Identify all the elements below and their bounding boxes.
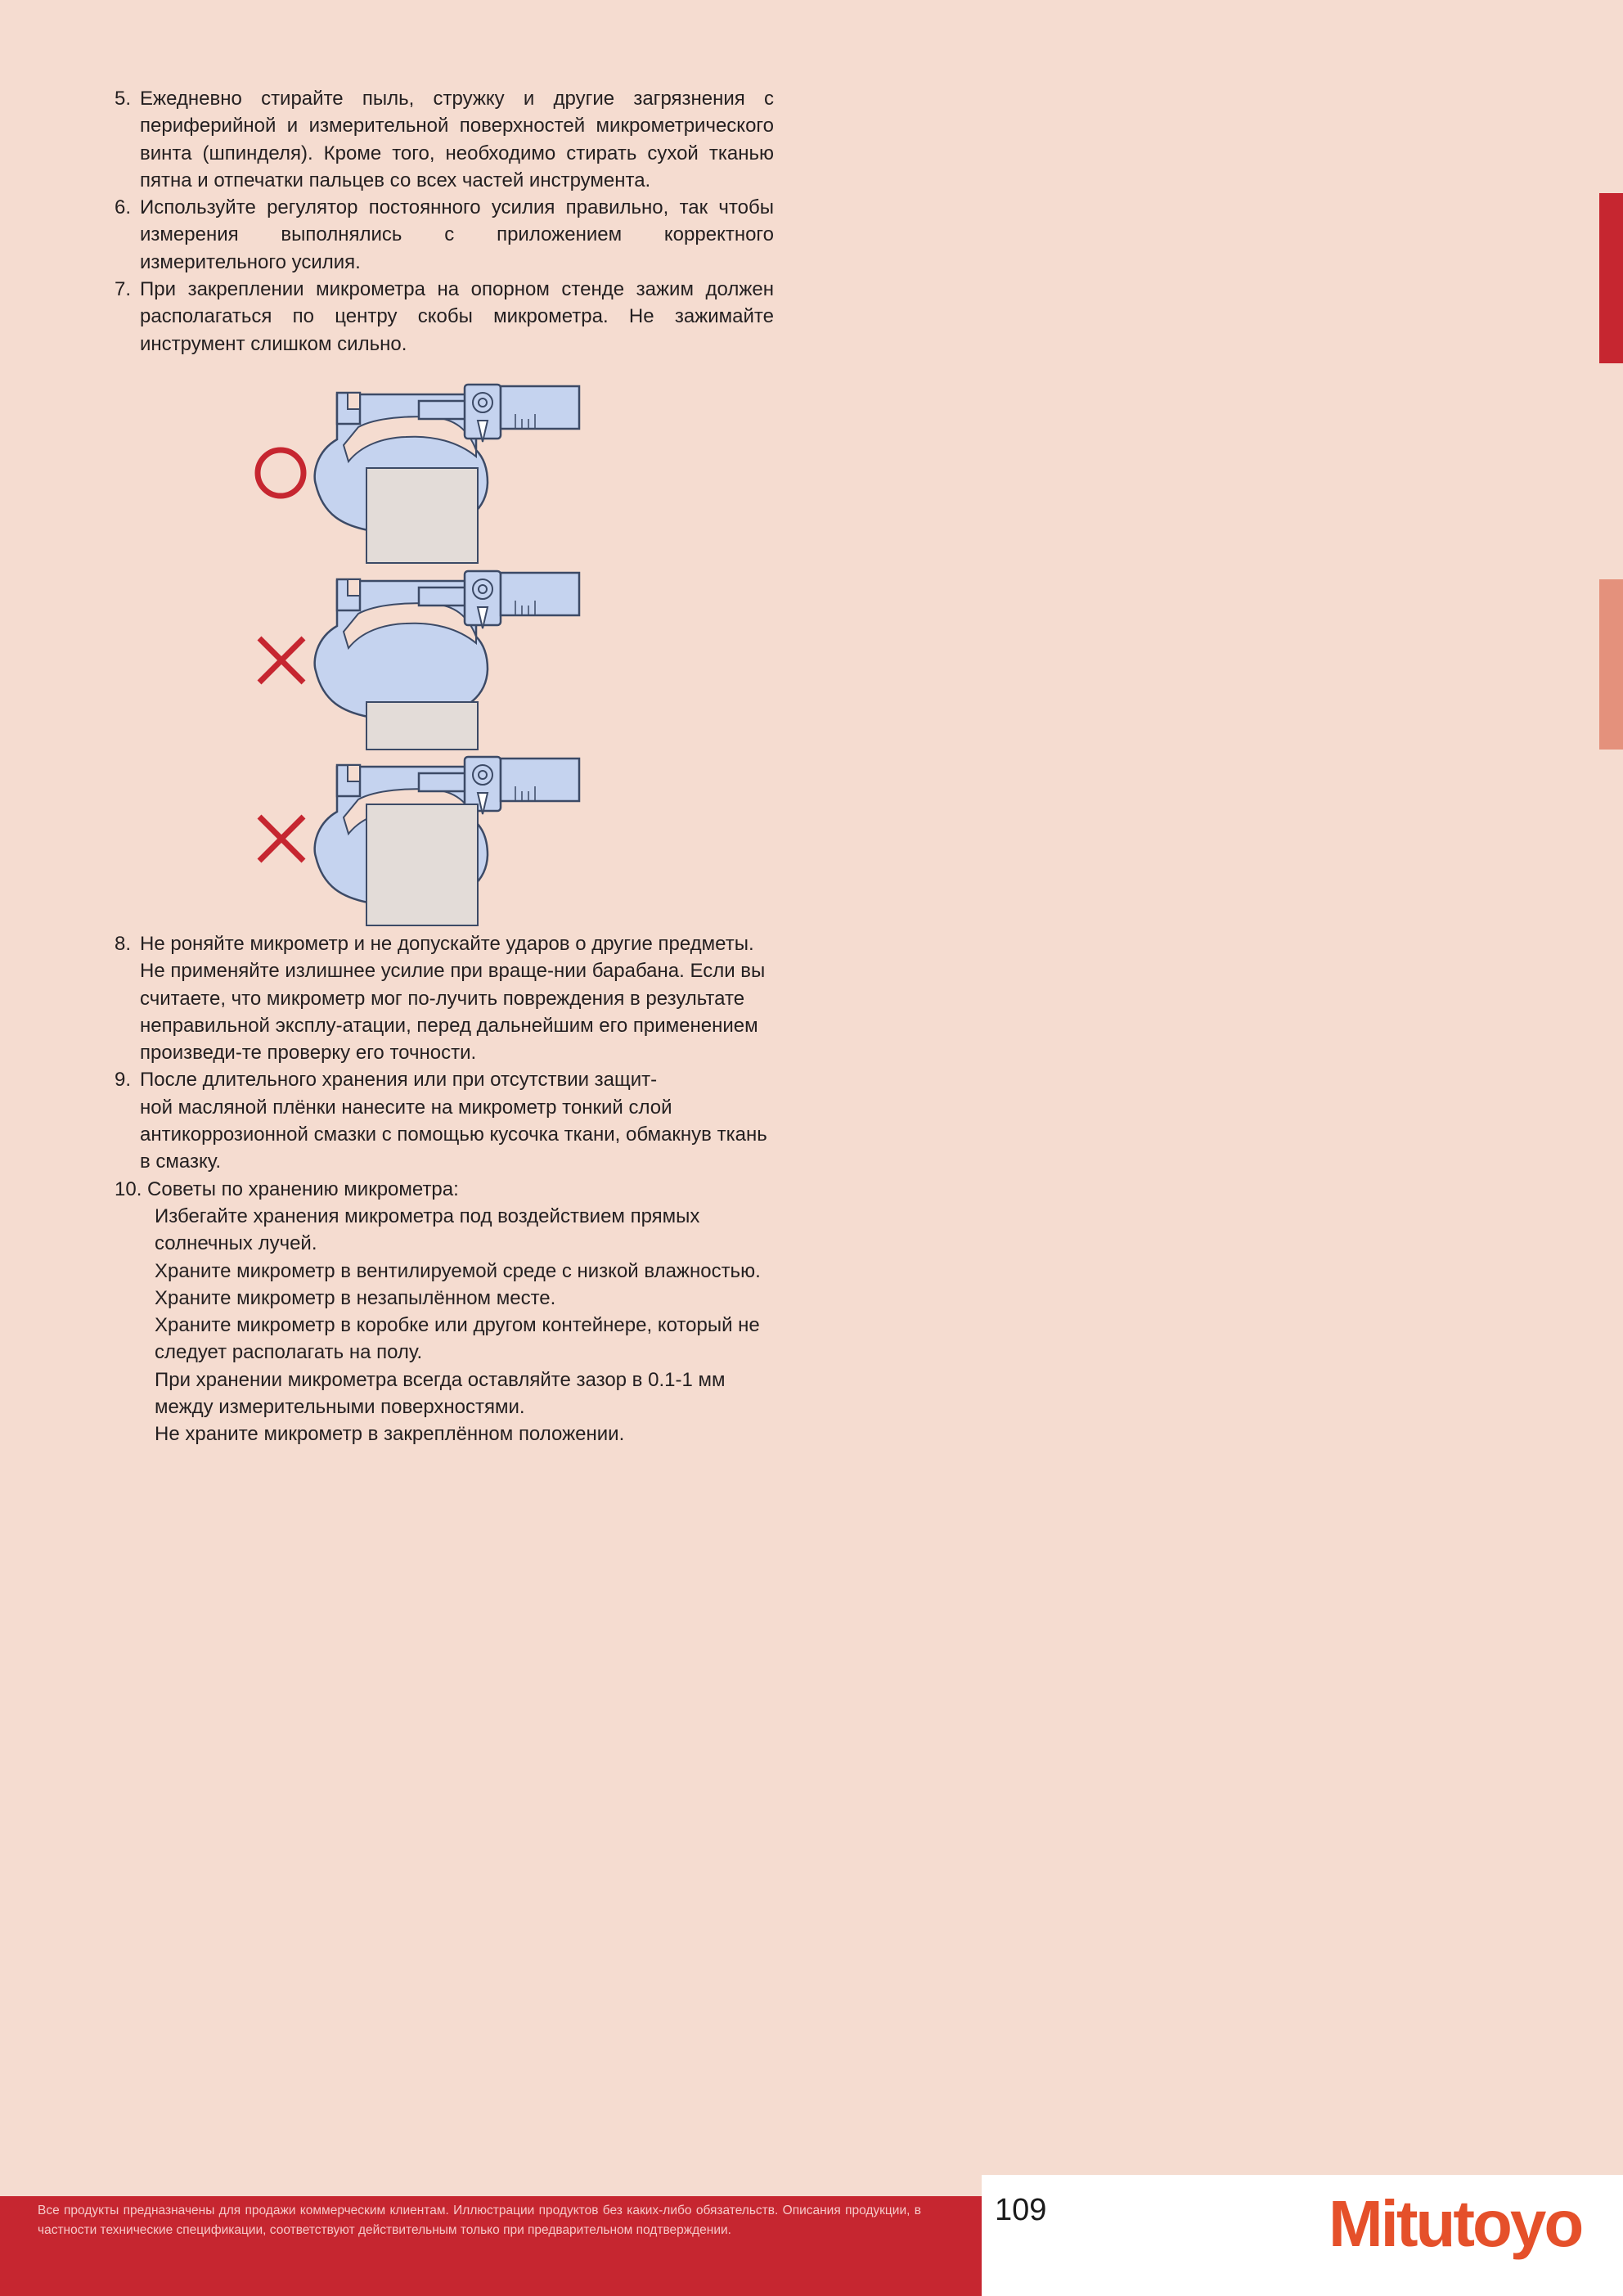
text-line: произведи-те проверку его точности. bbox=[140, 1042, 477, 1065]
figure-row-wrong-2 bbox=[259, 757, 579, 925]
tip-line: следует располагать на полу. bbox=[155, 1341, 423, 1364]
list-item-8 bbox=[115, 930, 774, 1066]
section-tab[interactable] bbox=[1599, 579, 1623, 750]
item-text: Ежедневно стирайте пыль, стружку и другие загрязнения с периферийной и измерительной поверхностей микрометрического винта (шпинделя). Кроме того, необходимо стирать сухой тканью пятна и отпечатки пальцев со всех частей инструмента. bbox=[140, 88, 774, 191]
item-text: Используйте регулятор постоянного усилия правильно, так чтобы измерения выполнялись с приложением корректного измерительного усилия. bbox=[140, 196, 774, 273]
item-text: При закреплении микрометра на опорном стенде зажим должен располагаться по центру скобы микрометра. Не зажимайте инструмент слишком сильно. bbox=[140, 278, 774, 355]
page-number: 109 bbox=[995, 2193, 1047, 2227]
list-item-6 bbox=[115, 194, 774, 276]
micrometer-clamping-figure bbox=[245, 378, 589, 926]
cross-wrong-icon bbox=[259, 638, 303, 682]
text-line: считаете, что микрометр мог по-лучить повреждения в результате bbox=[140, 987, 745, 1010]
tip-line: Храните микрометр в вентилируемой среде с низкой влажностью. bbox=[155, 1259, 761, 1282]
text-line: неправильной эксплу-атации, перед дальнейшим его применением bbox=[140, 1014, 758, 1037]
text-line: антикоррозионной смазки с помощью кусочка ткани, обмакнув ткань bbox=[140, 1123, 767, 1146]
text-line: в смазку. bbox=[140, 1150, 222, 1173]
list-item-7 bbox=[115, 276, 774, 358]
clamp-block bbox=[366, 804, 478, 925]
tip-line: Избегайте хранения микрометра под воздействием прямых bbox=[155, 1204, 700, 1227]
item-number: 7. bbox=[115, 278, 132, 301]
tip-line: между измерительными поверхностями. bbox=[155, 1396, 525, 1419]
tip-line: Храните микрометр в коробке или другом контейнере, который не bbox=[155, 1314, 760, 1337]
item-number: 9. bbox=[115, 1069, 132, 1092]
footer-disclaimer: Все продукты предназначены для продажи коммерческим клиентам. Иллюстрации продуктов без каких-либо обязательств. Описания продукции, в частности технические спецификации, соответствуют действительным только при предварительном подтверждении. bbox=[38, 2204, 921, 2237]
list-item-5 bbox=[115, 85, 774, 194]
circle-correct-icon bbox=[258, 450, 303, 496]
text-line: ной масляной плёнки нанесите на микрометр тонкий слой bbox=[140, 1096, 672, 1119]
section-tab-active[interactable] bbox=[1599, 193, 1623, 363]
tip-line: солнечных лучей. bbox=[155, 1232, 317, 1255]
clamp-block bbox=[366, 702, 478, 750]
item-number: 6. bbox=[115, 196, 132, 219]
item-heading: 10. Советы по хранению микрометра: bbox=[115, 1177, 459, 1200]
storage-tips bbox=[115, 1203, 774, 1448]
item-number: 8. bbox=[115, 932, 132, 955]
tip-line: Не храните микрометр в закреплённом положении. bbox=[155, 1423, 625, 1446]
text-line: Не роняйте микрометр и не допускайте ударов о другие предметы. bbox=[140, 932, 754, 955]
tip-line: Храните микрометр в незапылённом месте. bbox=[155, 1286, 556, 1309]
item-number: 5. bbox=[115, 88, 132, 110]
figure-row-wrong-1 bbox=[259, 571, 579, 750]
text-line: После длительного хранения или при отсутствии защит- bbox=[140, 1069, 658, 1092]
figure-row-correct bbox=[258, 385, 579, 563]
cross-wrong-icon bbox=[259, 817, 303, 861]
list-item-10 bbox=[115, 1176, 774, 1448]
item-text bbox=[140, 930, 774, 1066]
brand-logo[interactable]: Mitutoyo bbox=[1329, 2187, 1582, 2260]
list-item-9 bbox=[115, 1066, 774, 1175]
tip-line: При хранении микрометра всегда оставляйте зазор в 0.1-1 мм bbox=[155, 1368, 726, 1391]
clamp-block bbox=[366, 468, 478, 563]
text-line: Не применяйте излишнее усилие при враще-нии барабана. Если вы bbox=[140, 960, 766, 983]
item-text bbox=[140, 1066, 774, 1175]
